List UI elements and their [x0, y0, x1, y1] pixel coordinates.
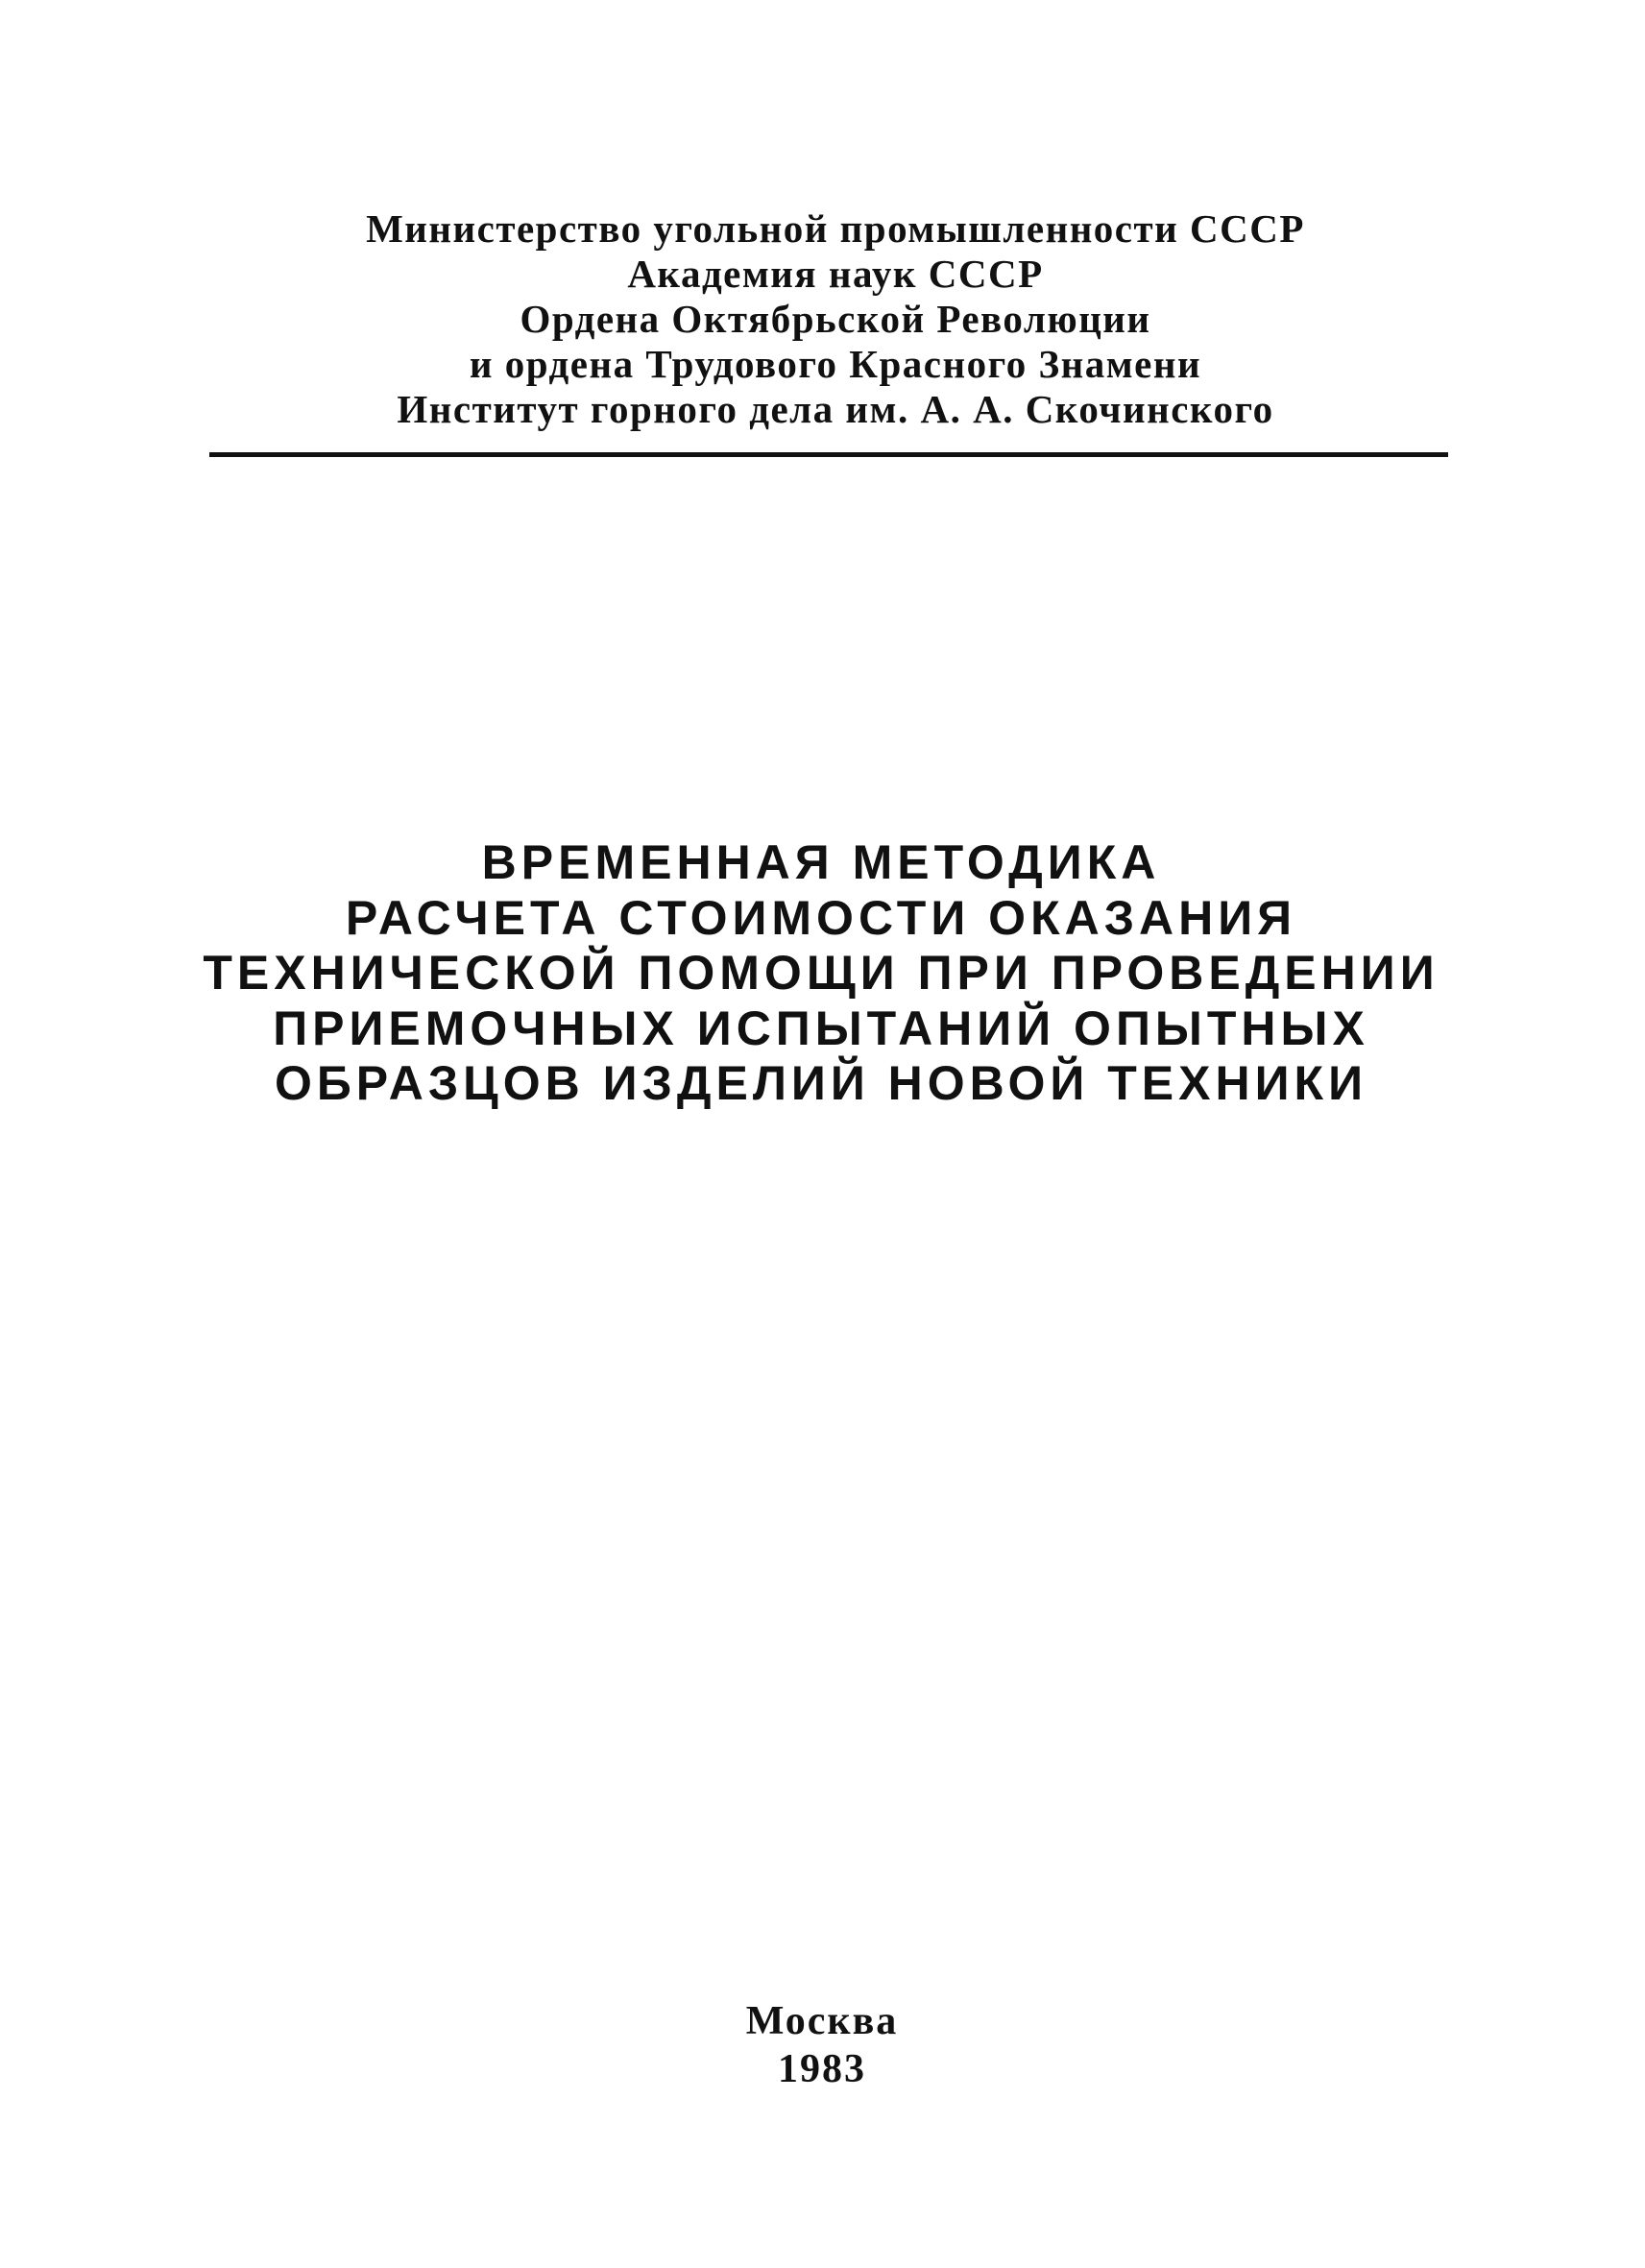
title-line-1: ВРЕМЕННАЯ МЕТОДИКА [481, 835, 1161, 889]
imprint-city: Москва [745, 1999, 899, 2043]
title-line-5: ОБРАЗЦОВ ИЗДЕЛИЙ НОВОЙ ТЕХНИКИ [274, 1056, 1368, 1110]
header-divider [209, 452, 1448, 457]
imprint [630, 1997, 1014, 2093]
title-line-4: ПРИЕМОЧНЫХ ИСПЫТАНИЙ ОПЫТНЫХ [273, 1001, 1369, 1055]
organization-header [211, 206, 1460, 432]
organization-line-institute: Институт горного дела им. А. А. Скочинского [397, 387, 1274, 431]
organization-line-order-labour: и ордена Трудового Красного Знамени [469, 342, 1202, 386]
title-line-2: РАСЧЕТА СТОИМОСТИ ОКАЗАНИЯ [345, 890, 1297, 945]
document-title [154, 835, 1488, 1112]
organization-line-order-revolution: Ордена Октябрьской Революции [520, 297, 1151, 341]
organization-line-ministry: Министерство угольной промышленности СССР [366, 206, 1305, 251]
title-line-3: ТЕХНИЧЕСКОЙ ПОМОЩИ ПРИ ПРОВЕДЕНИИ [203, 946, 1439, 1000]
imprint-year: 1983 [778, 2047, 866, 2091]
organization-line-academy: Академия наук СССР [627, 252, 1044, 296]
